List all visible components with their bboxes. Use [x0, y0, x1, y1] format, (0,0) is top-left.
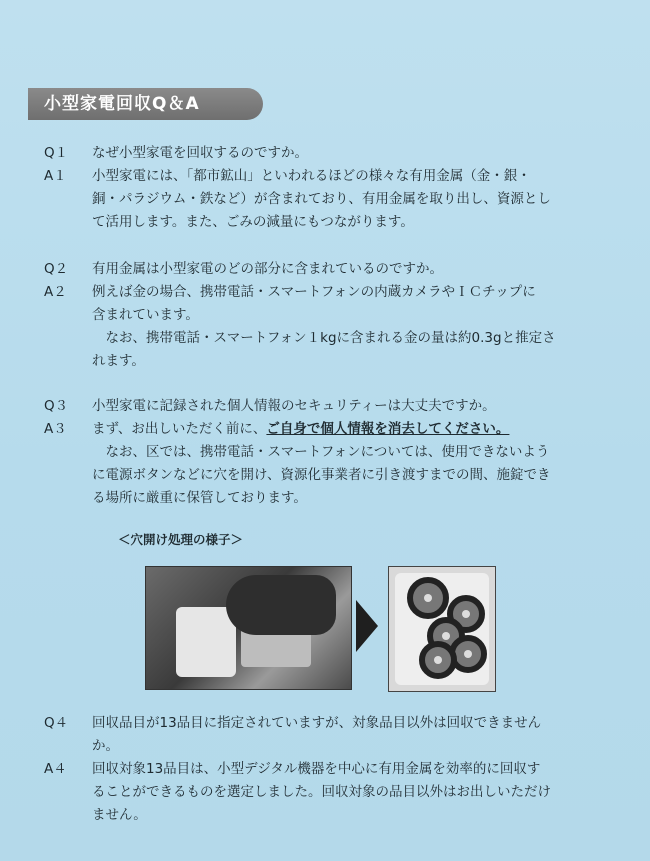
answer-line: に電源ボタンなどに穴を開け、資源化事業者に引き渡すまでの間、施錠でき: [92, 467, 551, 483]
drill-hole: [419, 641, 457, 679]
phone-device: [176, 607, 236, 677]
answer-line: 回収対象13品目は、小型デジタル機器を中心に有用金属を効率的に回収す: [92, 761, 541, 777]
qa-block-4: [44, 712, 632, 827]
answer-line: なお、区では、携帯電話・スマートフォンについては、使用できないよう: [105, 444, 550, 460]
question-tag: Q１: [44, 145, 69, 161]
gloved-hand: [226, 575, 336, 635]
qa-block-3: [44, 395, 632, 510]
answer-line: 小型家電には、「都市鉱山」といわれるほどの様々な有用金属（金・銀・: [92, 168, 531, 184]
question-text: 小型家電に記録された個人情報のセキュリティーは大丈夫ですか。: [92, 398, 496, 414]
emphasized-notice: ご自身で個人情報を消去してください。: [266, 421, 510, 437]
page-title: 小型家電回収Q＆A: [28, 88, 263, 120]
answer-line: 例えば金の場合、携帯電話・スマートフォンの内蔵カメラやＩＣチップに: [92, 284, 536, 300]
answer-line: [92, 418, 632, 441]
answer-tag: A４: [44, 761, 67, 777]
question-text: か。: [92, 738, 119, 754]
answer-line: 銅・パラジウム・鉄など）が含まれており、有用金属を取り出し、資源とし: [92, 191, 551, 207]
qa-block-2: [44, 258, 632, 373]
question-text: なぜ小型家電を回収するのですか。: [92, 145, 308, 161]
drilled-phone-photo: [388, 566, 496, 692]
arrow-right-icon: [356, 600, 378, 652]
answer-line: ることができるものを選定しました。回収対象の品目以外はお出しいただけ: [92, 784, 551, 800]
question-tag: Q４: [44, 715, 69, 731]
answer-line: て活用します。また、ごみの減量にもつながります。: [92, 214, 414, 230]
answer-line: なお、携帯電話・スマートフォン１kgに含まれる金の量は約0.3gと推定さ: [105, 330, 556, 346]
answer-line: る場所に厳重に保管しております。: [92, 490, 307, 506]
answer-tag: A２: [44, 284, 67, 300]
answer-tag: A１: [44, 168, 67, 184]
answer-line: 含まれています。: [92, 307, 199, 323]
answer-tag: A３: [44, 421, 67, 437]
photo-caption: ＜穴開け処理の様子＞: [118, 532, 244, 547]
question-tag: Q３: [44, 398, 69, 414]
drill-hole: [407, 577, 449, 619]
answer-line: れます。: [92, 353, 145, 369]
qa-block-1: [44, 142, 632, 234]
question-text: 有用金属は小型家電のどの部分に含まれているのですか。: [92, 261, 443, 277]
drilling-photo: [145, 566, 352, 690]
answer-text: まず、お出しいただく前に、: [92, 421, 267, 437]
question-text: 回収品目が13品目に指定されていますが、対象品目以外は回収できません: [92, 715, 542, 731]
answer-line: ません。: [92, 807, 147, 823]
question-tag: Q２: [44, 261, 69, 277]
